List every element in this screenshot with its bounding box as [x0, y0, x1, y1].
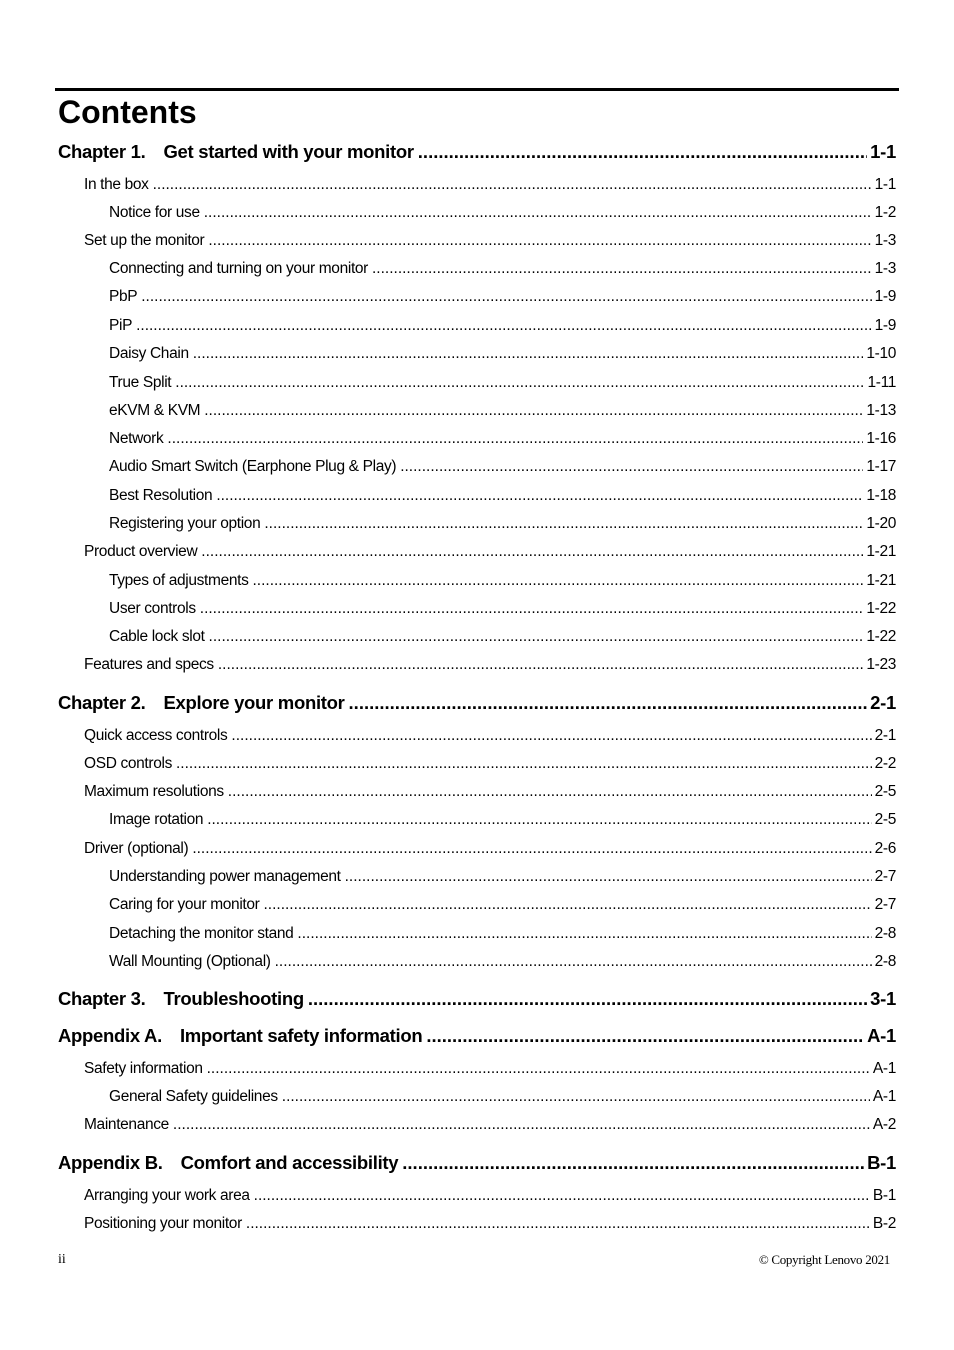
toc-entry-title: Audio Smart Switch (Earphone Plug & Play): [109, 458, 397, 475]
toc-chapter-label: Appendix A.: [58, 1025, 162, 1046]
toc-page-number: 1-17: [866, 458, 896, 475]
toc-entry[interactable]: [109, 345, 896, 363]
toc-entry[interactable]: [109, 868, 896, 886]
toc-chapter-entry[interactable]: [58, 692, 896, 714]
toc-dot-leader: [349, 692, 868, 714]
toc-chapter-heading: [58, 692, 345, 714]
toc-entry[interactable]: [109, 260, 896, 278]
toc-page-number: A-1: [872, 1060, 896, 1077]
toc-entry-title: OSD controls: [84, 755, 172, 772]
toc-entry-title: Driver (optional): [84, 840, 189, 857]
toc-page-number: 1-1: [874, 176, 896, 193]
toc-page-number: 1-22: [866, 628, 896, 645]
toc-page-number: B-1: [872, 1187, 896, 1204]
toc-chapter-title: Comfort and accessibility: [180, 1152, 399, 1173]
toc-chapter-heading: [58, 1025, 422, 1047]
toc-dot-leader: [372, 260, 872, 278]
toc-entry-title: Maximum resolutions: [84, 783, 224, 800]
toc-entry[interactable]: [109, 811, 896, 829]
toc-dot-leader: [153, 176, 872, 194]
page-title: Contents: [58, 94, 197, 130]
toc-entry[interactable]: [109, 430, 896, 448]
toc-chapter-label: Chapter 2.: [58, 692, 146, 713]
toc-page-number: A-1: [872, 1088, 896, 1105]
toc-page-number: 1-22: [866, 600, 896, 617]
toc-entry[interactable]: [109, 572, 896, 590]
toc-dot-leader: [402, 1152, 864, 1174]
toc-entry-title: Registering your option: [109, 515, 261, 532]
page-number: ii: [58, 1252, 66, 1267]
toc-entry[interactable]: [109, 1088, 896, 1106]
toc-entry[interactable]: [109, 953, 896, 971]
toc-page-number: 1-1: [870, 141, 896, 162]
toc-dot-leader: [201, 543, 863, 561]
toc-dot-leader: [228, 783, 872, 801]
toc-dot-leader: [141, 288, 871, 306]
toc-dot-leader: [246, 1215, 870, 1233]
toc-entry-title: Product overview: [84, 543, 198, 560]
toc-page-number: 1-9: [874, 317, 896, 334]
toc-chapter-heading: [58, 988, 304, 1010]
toc-page-number: 2-6: [874, 840, 896, 857]
toc-dot-leader: [207, 1060, 870, 1078]
toc-dot-leader: [308, 988, 867, 1010]
toc-dot-leader: [218, 656, 864, 674]
toc-dot-leader: [192, 840, 871, 858]
toc-dot-leader: [204, 204, 872, 222]
toc-entry[interactable]: [109, 204, 896, 222]
toc-entry-title: Daisy Chain: [109, 345, 189, 362]
toc-chapter-heading: [58, 141, 414, 163]
toc-dot-leader: [167, 430, 863, 448]
toc-entry[interactable]: [84, 1215, 896, 1233]
toc-page-number: A-1: [867, 1025, 896, 1046]
toc-entry[interactable]: [84, 755, 896, 773]
toc-page-number: 1-2: [874, 204, 896, 221]
toc-dot-leader: [193, 345, 864, 363]
toc-entry-title: PiP: [109, 317, 133, 334]
toc-chapter-label: Appendix B.: [58, 1152, 163, 1173]
toc-chapter-entry[interactable]: [58, 1152, 896, 1174]
toc-entry-title: Network: [109, 430, 164, 447]
toc-page-number: 2-8: [874, 925, 896, 942]
toc-entry[interactable]: [84, 656, 896, 674]
toc-dot-leader: [282, 1088, 870, 1106]
toc-page-number: 1-21: [866, 572, 896, 589]
toc-chapter-entry[interactable]: [58, 988, 896, 1010]
toc-entry-title: eKVM & KVM: [109, 402, 201, 419]
toc-entry-title: Cable lock slot: [109, 628, 205, 645]
toc-entry[interactable]: [84, 1060, 896, 1078]
toc-entry[interactable]: [109, 374, 896, 392]
toc-dot-leader: [426, 1025, 864, 1047]
toc-page-number: 1-20: [866, 515, 896, 532]
toc-entry[interactable]: [109, 317, 896, 335]
toc-entry[interactable]: [109, 925, 896, 943]
toc-page-number: 1-3: [874, 232, 896, 249]
toc-entry[interactable]: [109, 515, 896, 533]
toc-dot-leader: [263, 896, 871, 914]
toc-entry-title: Image rotation: [109, 811, 204, 828]
toc-entry[interactable]: [84, 840, 896, 858]
toc-dot-leader: [200, 600, 864, 618]
toc-entry-title: True Split: [109, 374, 172, 391]
copyright-notice: © Copyright Lenovo 2021: [758, 1252, 890, 1267]
toc-entry-title: User controls: [109, 600, 196, 617]
toc-dot-leader: [254, 1187, 870, 1205]
toc-entry[interactable]: [109, 458, 896, 476]
toc-chapter-label: Chapter 1.: [58, 141, 146, 162]
toc-dot-leader: [208, 232, 871, 250]
toc-entry-title: Detaching the monitor stand: [109, 925, 294, 942]
toc-entry-title: Best Resolution: [109, 487, 213, 504]
toc-entry[interactable]: [84, 1187, 896, 1205]
toc-page-number: B-1: [867, 1152, 896, 1173]
toc-dot-leader: [136, 317, 872, 335]
toc-page-number: 2-5: [874, 783, 896, 800]
toc-dot-leader: [418, 141, 867, 163]
toc-chapter-entry[interactable]: [58, 141, 896, 163]
toc-page-number: 1-21: [866, 543, 896, 560]
toc-page-number: 1-3: [874, 260, 896, 277]
toc-entry[interactable]: [109, 402, 896, 420]
toc-entry-title: Quick access controls: [84, 727, 228, 744]
toc-entry-title: Understanding power management: [109, 868, 341, 885]
toc-entry[interactable]: [109, 288, 896, 306]
toc-entry[interactable]: [84, 176, 896, 194]
toc-page-number: 2-7: [874, 896, 896, 913]
toc-dot-leader: [264, 515, 863, 533]
toc-entry-title: Arranging your work area: [84, 1187, 250, 1204]
toc-entry[interactable]: [84, 783, 896, 801]
toc-page-number: 1-11: [867, 374, 896, 391]
toc-page-number: 2-5: [874, 811, 896, 828]
toc-page-number: 2-1: [874, 727, 896, 744]
toc-page-number: 1-18: [866, 487, 896, 504]
toc-page-number: A-2: [872, 1116, 896, 1133]
toc-entry-title: Maintenance: [84, 1116, 169, 1133]
toc-dot-leader: [176, 755, 872, 773]
toc-entry-title: Safety information: [84, 1060, 203, 1077]
toc-page-number: 1-16: [866, 430, 896, 447]
toc-entry[interactable]: [109, 487, 896, 505]
toc-dot-leader: [231, 727, 871, 745]
toc-entry[interactable]: [84, 232, 896, 250]
toc-chapter-title: Get started with your monitor: [163, 141, 414, 162]
toc-entry-title: Types of adjustments: [109, 572, 249, 589]
toc-entry[interactable]: [84, 543, 896, 561]
toc-dot-leader: [216, 487, 863, 505]
toc-dot-leader: [252, 572, 863, 590]
toc-entry-title: Wall Mounting (Optional): [109, 953, 271, 970]
toc-entry-title: Features and specs: [84, 656, 214, 673]
toc-chapter-title: Explore your monitor: [163, 692, 345, 713]
toc-page-number: 1-9: [874, 288, 896, 305]
toc-page-number: 1-23: [866, 656, 896, 673]
toc-chapter-title: Important safety information: [179, 1025, 423, 1046]
toc-entry-title: Notice for use: [109, 204, 200, 221]
toc-page-number: 2-8: [874, 953, 896, 970]
toc-entry-title: General Safety guidelines: [109, 1088, 278, 1105]
toc-dot-leader: [173, 1116, 870, 1134]
toc-page-number: 1-13: [866, 402, 896, 419]
toc-dot-leader: [207, 811, 871, 829]
toc-dot-leader: [175, 374, 864, 392]
toc-entry[interactable]: [109, 600, 896, 618]
toc-chapter-entry[interactable]: [58, 1025, 896, 1047]
toc-chapter-label: Chapter 3.: [58, 988, 146, 1009]
toc-entry[interactable]: [84, 727, 896, 745]
toc-dot-leader: [345, 868, 872, 886]
toc-chapter-title: Troubleshooting: [163, 988, 304, 1009]
toc-entry-title: Caring for your monitor: [109, 896, 260, 913]
toc-chapter-heading: [58, 1152, 398, 1174]
toc-page-number: 2-7: [874, 868, 896, 885]
toc-entry-title: Positioning your monitor: [84, 1215, 242, 1232]
toc-page-number: 2-2: [874, 755, 896, 772]
toc-dot-leader: [297, 925, 871, 943]
toc-entry-title: In the box: [84, 176, 149, 193]
toc-entry[interactable]: [109, 896, 896, 914]
toc-dot-leader: [275, 953, 872, 971]
toc-dot-leader: [400, 458, 863, 476]
toc-entry[interactable]: [84, 1116, 896, 1134]
toc-entry-title: PbP: [109, 288, 138, 305]
toc-page-number: 3-1: [870, 988, 896, 1009]
toc-dot-leader: [209, 628, 864, 646]
toc-page-number: B-2: [872, 1215, 896, 1232]
toc-page-number: 1-10: [866, 345, 896, 362]
toc-dot-leader: [204, 402, 863, 420]
toc-entry-title: Set up the monitor: [84, 232, 205, 249]
toc-page-number: 2-1: [870, 692, 896, 713]
toc-entry-title: Connecting and turning on your monitor: [109, 260, 368, 277]
toc-entry[interactable]: [109, 628, 896, 646]
